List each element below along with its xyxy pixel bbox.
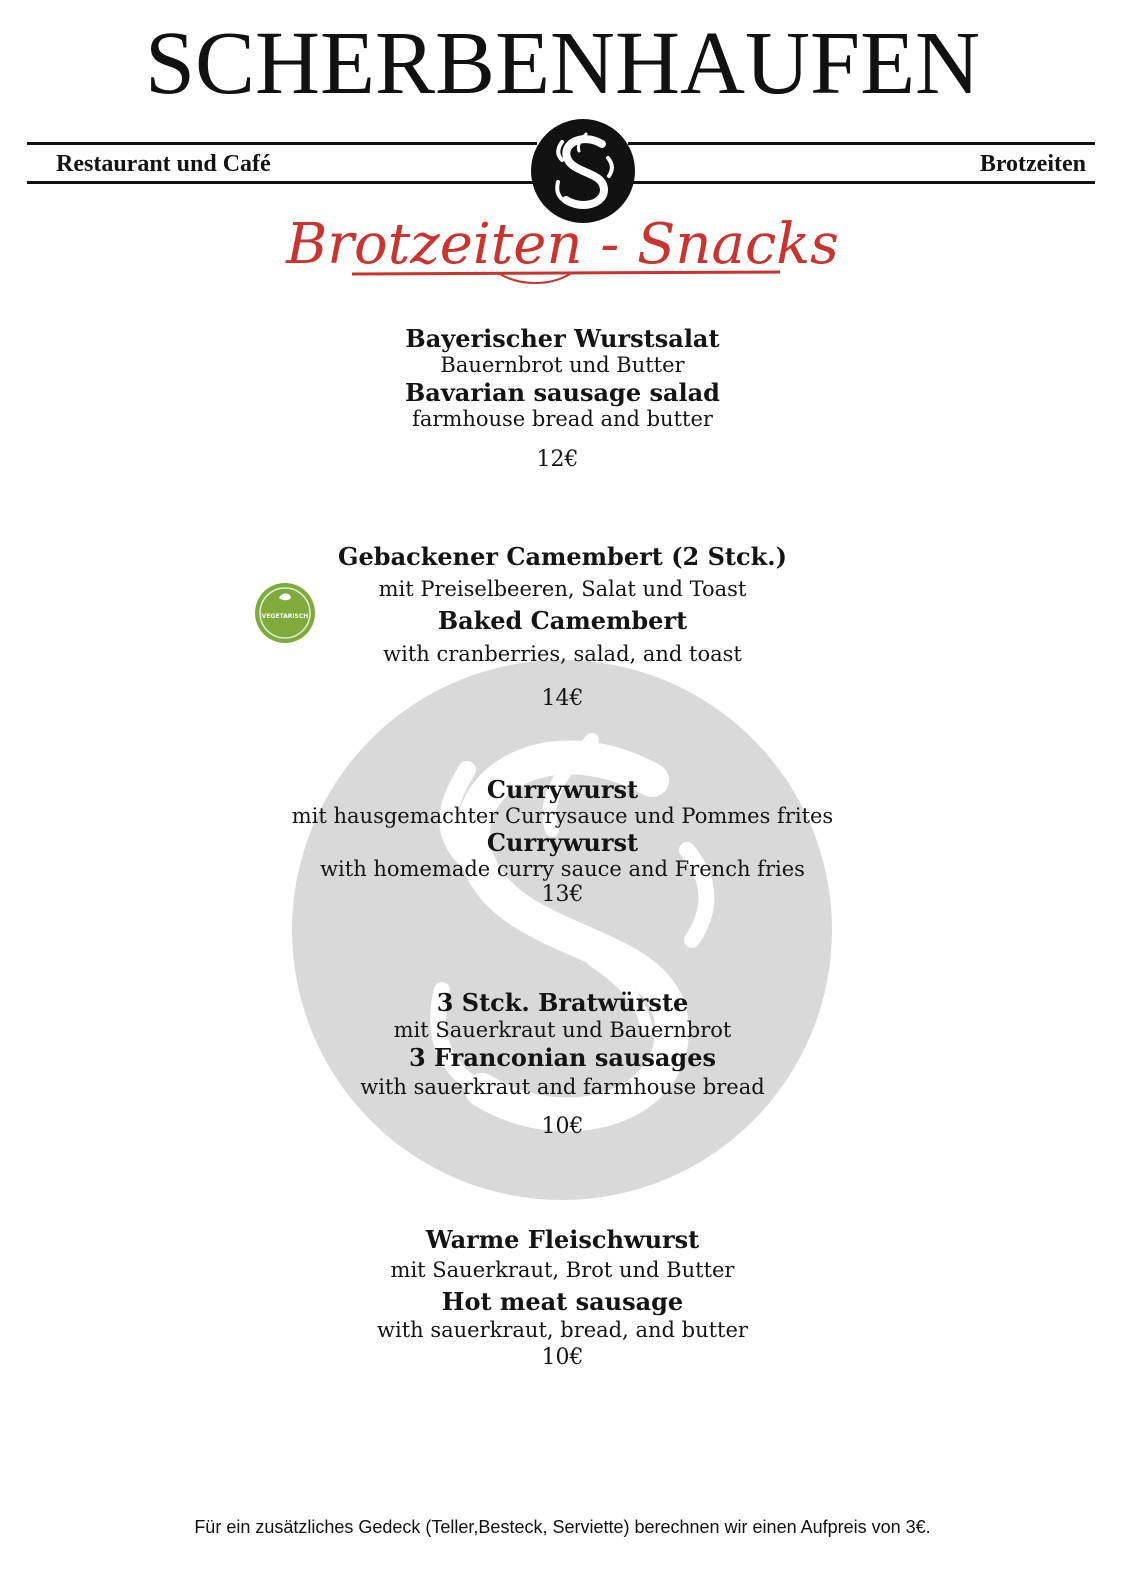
menu-item-desc-de: Bauernbrot und Butter — [440, 353, 685, 377]
menu-item-desc-en: with sauerkraut and farmhouse bread — [360, 1075, 765, 1099]
menu-item-desc-de: mit Sauerkraut und Bauernbrot — [393, 1018, 732, 1042]
menu-item-price: 10€ — [541, 1345, 584, 1370]
menu-item — [0, 324, 1125, 475]
header-caption-right: Brotzeiten — [979, 151, 1086, 177]
section-title: Brotzeiten - Snacks — [286, 212, 839, 277]
menu-item-name-de: Gebackener Camembert (2 Stck.) — [338, 542, 787, 571]
menu-item-price: 12€ — [536, 447, 579, 472]
menu-item-desc-de: mit Sauerkraut, Brot und Butter — [390, 1258, 735, 1282]
menu-item — [0, 1224, 1125, 1372]
menu-item-price: 13€ — [541, 882, 584, 907]
header-rule-bottom-right — [628, 181, 1095, 184]
menu-item-price: 10€ — [541, 1114, 584, 1139]
menu-item-desc-en: farmhouse bread and butter — [412, 407, 713, 431]
brand-title: SCHERBENHAUFEN — [144, 14, 981, 113]
footer-note: Für ein zusätzliches Gedeck (Teller,Besteck, Serviette) berechnen wir einen Aufpreis von 3€. — [194, 1517, 931, 1537]
menu-item-desc-de: mit hausgemachter Currysauce und Pommes frites — [291, 804, 834, 828]
menu-item — [0, 988, 1125, 1142]
menu-item-name-en: Bavarian sausage salad — [405, 378, 720, 407]
menu-item-desc-en: with cranberries, salad, and toast — [383, 642, 742, 666]
menu-item — [0, 776, 1125, 908]
menu-item-name-en: Currywurst — [486, 828, 639, 857]
header-rule-top-right — [628, 142, 1095, 145]
menu-item — [0, 541, 1125, 714]
menu-item-name-de: Warme Fleischwurst — [425, 1225, 700, 1254]
menu-item-name-en: Baked Camembert — [437, 606, 688, 635]
header-rule-bottom-left — [27, 181, 537, 184]
vegetarian-badge-text: VEGETARISCH — [261, 613, 309, 620]
menu-item-name-en: Hot meat sausage — [441, 1287, 684, 1316]
menu-item-name-de: Currywurst — [486, 775, 639, 804]
menu-item-desc-en: with sauerkraut, bread, and butter — [377, 1318, 748, 1342]
menu-item-price: 14€ — [541, 686, 584, 711]
menu-item-name-de: 3 Stck. Bratwürste — [436, 988, 689, 1017]
menu-item-desc-de: mit Preiselbeeren, Salat und Toast — [378, 577, 747, 601]
menu-item-name-de: Bayerischer Wurstsalat — [405, 324, 720, 353]
menu-item-desc-en: with homemade curry sauce and French fries — [320, 857, 805, 881]
header-rule-top-left — [27, 142, 537, 145]
section-title-underline — [350, 268, 784, 288]
menu-item-name-en: 3 Franconian sausages — [409, 1043, 716, 1072]
scherbenhaufen-s-logo-icon — [530, 118, 636, 224]
header-caption-left: Restaurant und Café — [56, 151, 271, 177]
